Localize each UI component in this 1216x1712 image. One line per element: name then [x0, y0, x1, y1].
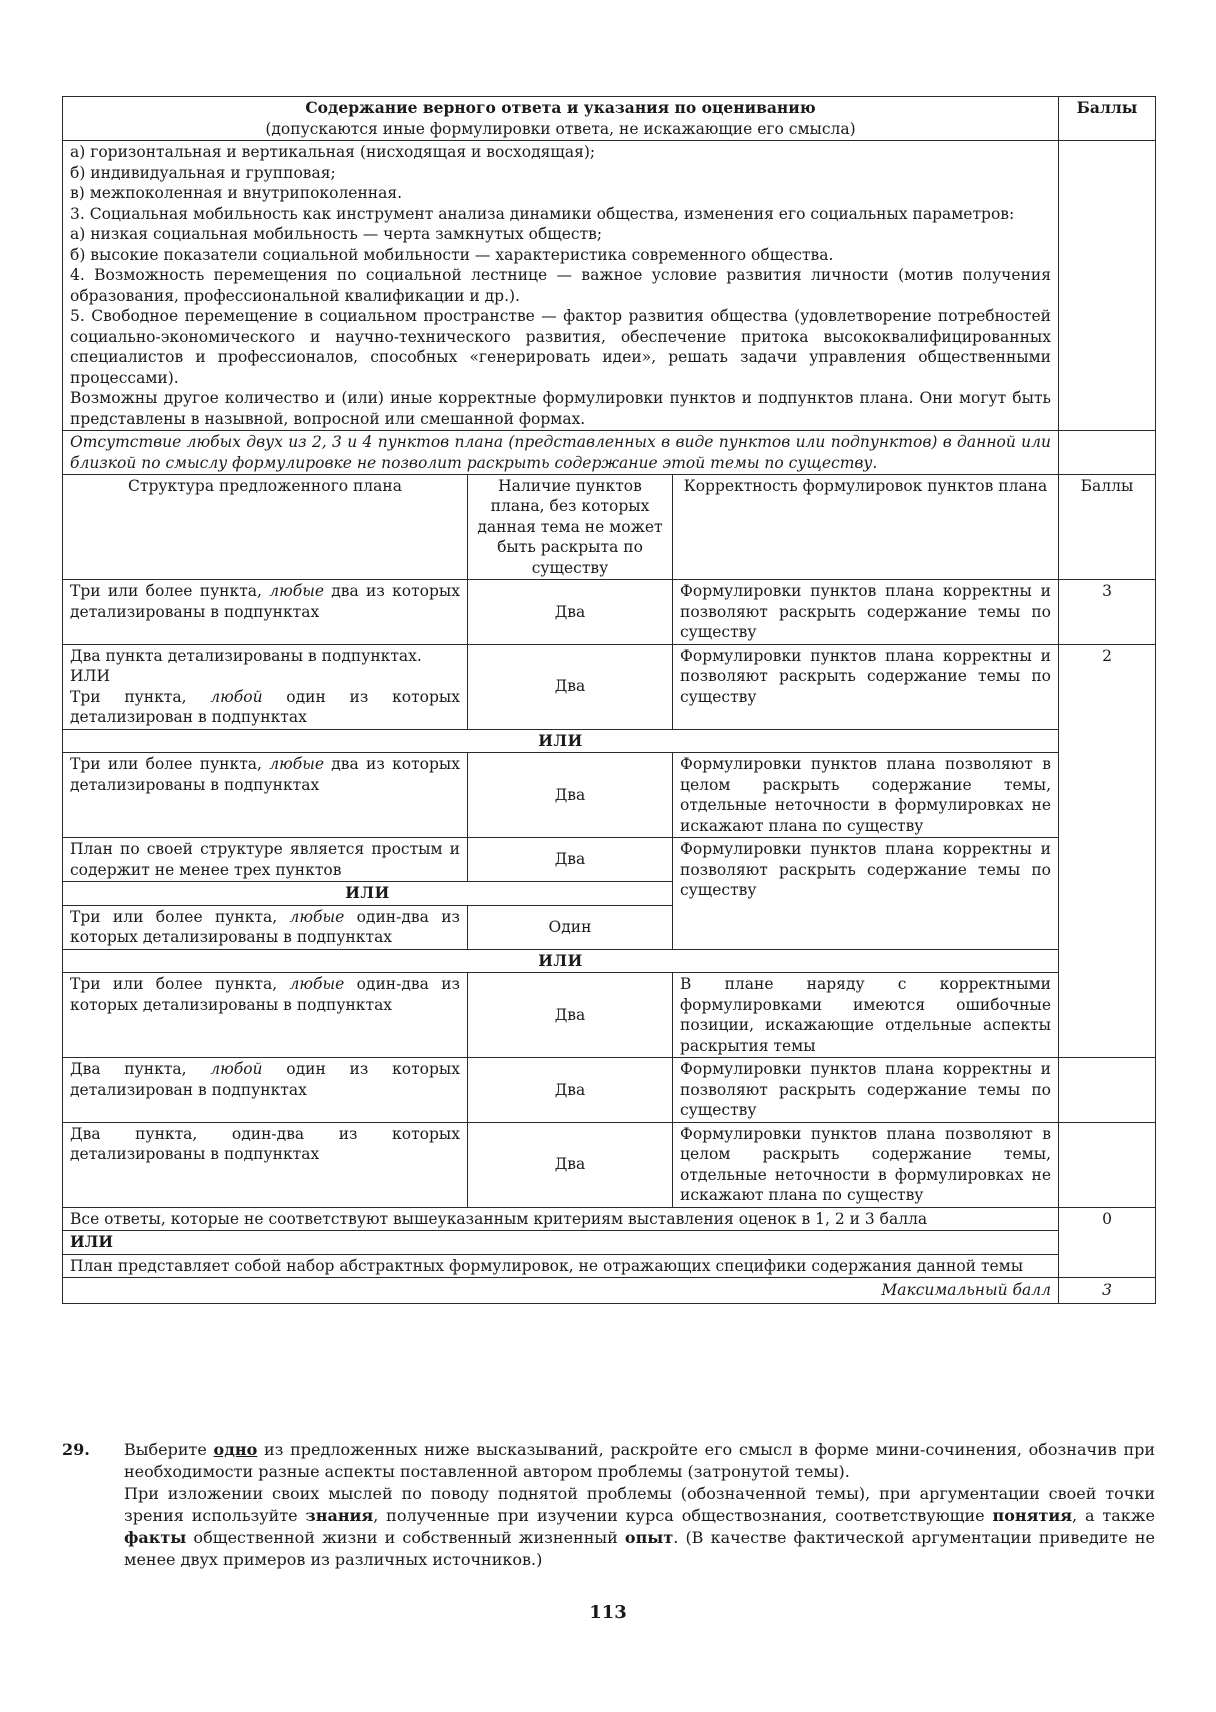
col-header-correctness: Корректность формулировок пунктов плана: [673, 474, 1059, 580]
zero-criteria-a: Все ответы, которые не соответствуют вышеуказанным критериям выставления оценок в 1, 2 и 3 балла: [63, 1207, 1059, 1231]
structure-cell: Три или более пункта, любые два из которых детализированы в подпунктах: [63, 580, 468, 645]
italic-note: Отсутствие любых двух из 2, 3 и 4 пунктов плана (представленных в виде пунктов или подпунктов) в данной или близкой по смыслу формулировке не позволит раскрыть содержание этой темы по существу.: [63, 431, 1059, 475]
presence-cell: Два: [468, 1058, 673, 1123]
structure-cell: Три или более пункта, любые один-два из которых детализированы в подпунктах: [63, 905, 468, 949]
answer-content: [63, 141, 1059, 431]
or-divider: ИЛИ: [63, 882, 673, 906]
presence-cell: Два: [468, 644, 673, 729]
points-cell: 2: [1059, 644, 1156, 1058]
task-paragraph: Выберите одно из предложенных ниже высказываний, раскройте его смысл в форме мини-сочинения, обозначив при необходимости разные аспекты поставленной автором проблемы (затронутой темы).: [124, 1440, 1156, 1481]
zero-criteria-b: План представляет собой набор абстрактных формулировок, не отражающих специфики содержания данной темы: [63, 1254, 1059, 1278]
task-number: 29.: [62, 1440, 90, 1459]
answer-header: [63, 97, 1059, 141]
empty-points-cell: [1059, 1058, 1156, 1123]
task-text: [124, 1439, 1155, 1571]
points-header: Баллы: [1059, 97, 1156, 141]
presence-cell: Два: [468, 1122, 673, 1207]
content-line: 5. Свободное перемещение в социальном пространстве — фактор развития общества (удовлетворение потребностей социально-экономического и научно-технического развития, обеспечение притока высококвалифицированных специалистов и профессионалов, способных «генерировать идеи», решать задачи управления общественными процессами).: [70, 307, 1051, 387]
presence-cell: Два: [468, 838, 673, 882]
content-line: 3. Социальная мобильность как инструмент анализа динамики общества, изменения его социальных параметров:: [70, 204, 1015, 223]
answer-header-title: Содержание верного ответа и указания по оцениванию: [305, 98, 816, 117]
correctness-cell: В плане наряду с корректными формулировками имеются ошибочные позиции, искажающие отдельные аспекты раскрытия темы: [673, 973, 1059, 1058]
correctness-cell: Формулировки пунктов плана корректны и позволяют раскрыть содержание темы по существу: [673, 644, 1059, 729]
max-score-value: 3: [1059, 1278, 1156, 1304]
presence-cell: Два: [468, 753, 673, 838]
answer-header-subtitle: (допускаются иные формулировки ответа, не искажающие его смысла): [265, 119, 856, 138]
structure-cell: Два пункта, один-два из которых детализированы в подпунктах: [63, 1122, 468, 1207]
content-line: а) низкая социальная мобильность — черта замкнутых обществ;: [70, 225, 603, 243]
empty-points-cell: [1059, 1122, 1156, 1207]
structure-cell: План по своей структуре является простым и содержит не менее трех пунктов: [63, 838, 468, 882]
col-header-points: Баллы: [1059, 474, 1156, 580]
content-line: а) горизонтальная и вертикальная (нисходящая и восходящая);: [70, 143, 596, 161]
or-divider: ИЛИ: [63, 949, 1059, 973]
max-score-label: Максимальный балл: [63, 1278, 1059, 1304]
content-line: б) индивидуальная и групповая;: [70, 163, 336, 182]
correctness-cell: Формулировки пунктов плана корректны и позволяют раскрыть содержание темы по существу: [673, 1058, 1059, 1123]
content-line: б) высокие показатели социальной мобильности — характеристика современного общества.: [70, 245, 834, 264]
structure-cell: Два пункта, любой один из которых детализирован в подпунктах: [63, 1058, 468, 1123]
correctness-cell: Формулировки пунктов плана позволяют в целом раскрыть содержание темы, отдельные неточности в формулировках не искажают плана по существу: [673, 1122, 1059, 1207]
page-number: 113: [589, 1602, 627, 1623]
presence-cell: Два: [468, 580, 673, 645]
structure-cell: Два пункта детализированы в подпунктах. ИЛИ Три пункта, любой один из которых детализирован в подпунктах: [63, 644, 468, 729]
content-line: в) межпоколенная и внутрипоколенная.: [70, 184, 403, 202]
scoring-section: [62, 96, 1155, 1304]
or-divider: ИЛИ: [63, 1231, 1059, 1255]
points-cell: 0: [1059, 1207, 1156, 1278]
col-header-structure: Структура предложенного плана: [63, 474, 468, 580]
correctness-cell: Формулировки пунктов плана позволяют в целом раскрыть содержание темы, отдельные неточности в формулировках не искажают плана по существу: [673, 753, 1059, 838]
empty-points-cell: [1059, 141, 1156, 431]
answer-content-table: [62, 96, 1156, 475]
content-line: Возможны другое количество и (или) иные корректные формулировки пунктов и подпунктов плана. Они могут быть представлены в назывной, вопросной или смешанной формах.: [70, 389, 1051, 428]
col-header-presence: Наличие пунктов плана, без которых данная тема не может быть раскрыта по существу: [468, 474, 673, 580]
structure-cell: Три или более пункта, любые два из которых детализированы в подпунктах: [63, 753, 468, 838]
task-paragraph: При изложении своих мыслей по поводу поднятой проблемы (обозначенной темы), при аргументации своей точки зрения используйте знания, полученные при изучении курса обществознания, соответствующие понятия, а также факты общественной жизни и собственный жизненный опыт. (В качестве фактической аргументации приведите не менее двух примеров из различных источников.): [124, 1484, 1155, 1569]
structure-cell: Три или более пункта, любые один-два из которых детализированы в подпунктах: [63, 973, 468, 1058]
presence-cell: Один: [468, 905, 673, 949]
correctness-cell: Формулировки пунктов плана корректны и позволяют раскрыть содержание темы по существу: [673, 838, 1059, 950]
criteria-table: [62, 474, 1156, 1304]
presence-cell: Два: [468, 973, 673, 1058]
points-cell: 3: [1059, 580, 1156, 645]
empty-points-cell: [1059, 431, 1156, 475]
or-divider: ИЛИ: [63, 729, 1059, 753]
content-line: 4. Возможность перемещения по социальной лестнице — важное условие развития личности (мотив получения образования, профессиональной квалификации и др.).: [70, 266, 1051, 305]
correctness-cell: Формулировки пунктов плана корректны и позволяют раскрыть содержание темы по существу: [673, 580, 1059, 645]
task-29: [62, 1439, 1155, 1571]
